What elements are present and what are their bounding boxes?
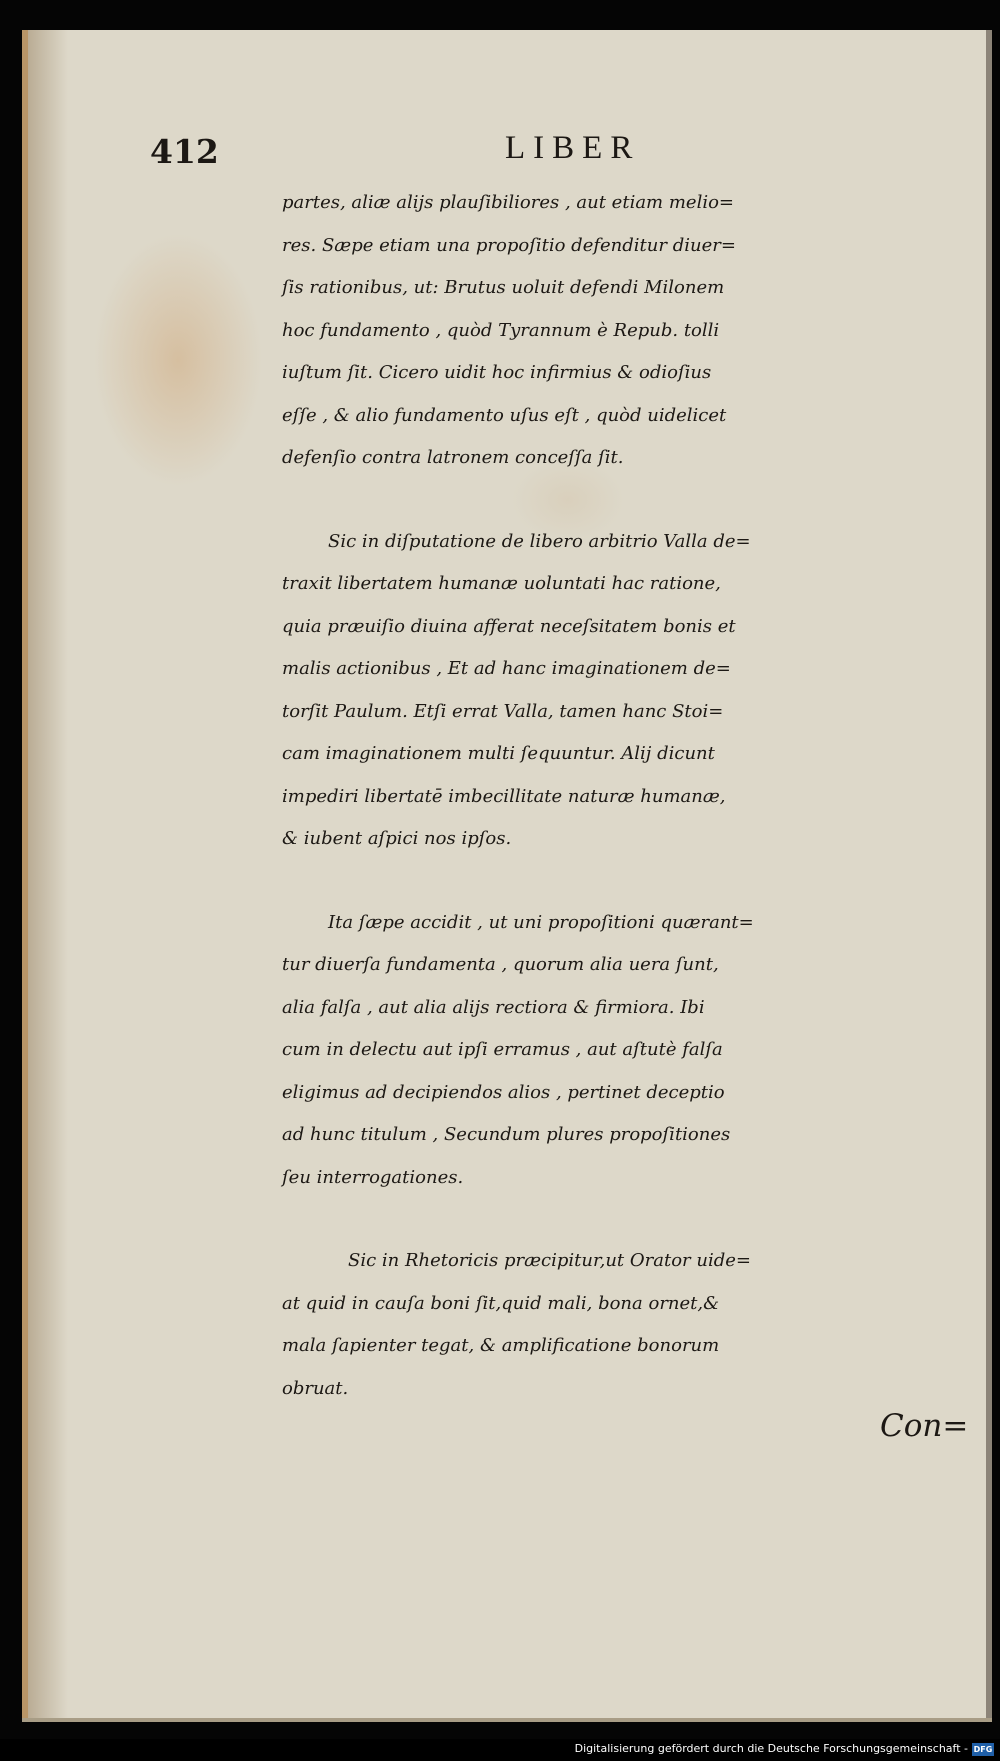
text-line: quia præuiſio diuina afferat neceſsitatem bonis et <box>282 615 736 637</box>
text-line: Sic in Rhetoricis præcipitur,ut Orator uide= <box>348 1250 751 1271</box>
paragraph-2 <box>282 521 952 861</box>
text-line: impediri libertatē imbecillitate naturæ humanæ, <box>282 785 726 807</box>
text-line: cum in delectu aut ipſi erramus , aut aſtutè falſa <box>282 1039 723 1060</box>
running-title: LIBER <box>505 130 641 166</box>
text-line: eligimus ad decipiendos alios , pertinet deceptio <box>282 1081 725 1103</box>
text-line: at quid in cauſa boni ſit,quid mali, bona ornet,& <box>282 1292 720 1314</box>
text-line: & iubent aſpici nos ipſos. <box>282 828 512 849</box>
text-line: torſit Paulum. Etſi errat Valla, tamen hanc Stoi= <box>282 700 724 722</box>
text-line: malis actionibus , Et ad hanc imaginationem de= <box>282 658 731 679</box>
text-line: ſeu interrogationes. <box>282 1166 464 1188</box>
paragraph-4 <box>282 1240 952 1410</box>
text-line: defenſio contra latronem conceſſa ſit. <box>282 447 624 468</box>
page-edge <box>986 30 992 1718</box>
dfg-logo[interactable]: DFG <box>973 1745 993 1754</box>
text-line: cam imaginationem multi ſequuntur. Alij dicunt <box>282 743 715 764</box>
page-body <box>282 182 952 1451</box>
text-line: Ita ſæpe accidit , ut uni propoſitioni quærant= <box>328 911 754 933</box>
funding-credit: Digitalisierung gefördert durch die Deutsche Forschungsgemeinschaft - <box>574 1742 968 1755</box>
paragraph-1 <box>282 182 952 480</box>
text-line: res. Sæpe etiam una propoſitio defenditur diuer= <box>282 234 736 256</box>
text-line: hoc fundamento , quòd Tyrannum è Repub. tolli <box>282 319 720 341</box>
page-number: 412 <box>150 132 219 171</box>
catchword: Con= <box>880 1408 969 1444</box>
text-line: mala ſapienter tegat, & amplificatione bonorum <box>282 1335 720 1356</box>
text-line: Sic in diſputatione de libero arbitrio Valla de= <box>328 530 751 552</box>
page-edge-bottom <box>22 1718 992 1722</box>
text-line: eſſe , & alio fundamento uſus eſt , quòd uidelicet <box>282 404 727 426</box>
text-line: alia falſa , aut alia alijs rectiora & firmiora. Ibi <box>282 996 705 1018</box>
text-line: ad hunc titulum , Secundum plures propoſitiones <box>282 1124 731 1145</box>
text-line: tur diuerſa fundamenta , quorum alia uera ſunt, <box>282 954 719 975</box>
footer-bar <box>0 1739 1000 1761</box>
running-head <box>150 126 980 176</box>
text-line: traxit libertatem humanæ uoluntati hac ratione, <box>282 573 721 594</box>
text-line: iuſtum ſit. Cicero uidit hoc infirmius & odioſius <box>282 362 712 383</box>
text-line: obruat. <box>282 1377 349 1399</box>
text-line: partes, aliæ alijs plauſibiliores , aut etiam melio= <box>282 192 735 213</box>
paragraph-3 <box>282 902 952 1200</box>
text-line: ſis rationibus, ut: Brutus uoluit defendi Milonem <box>282 277 725 298</box>
